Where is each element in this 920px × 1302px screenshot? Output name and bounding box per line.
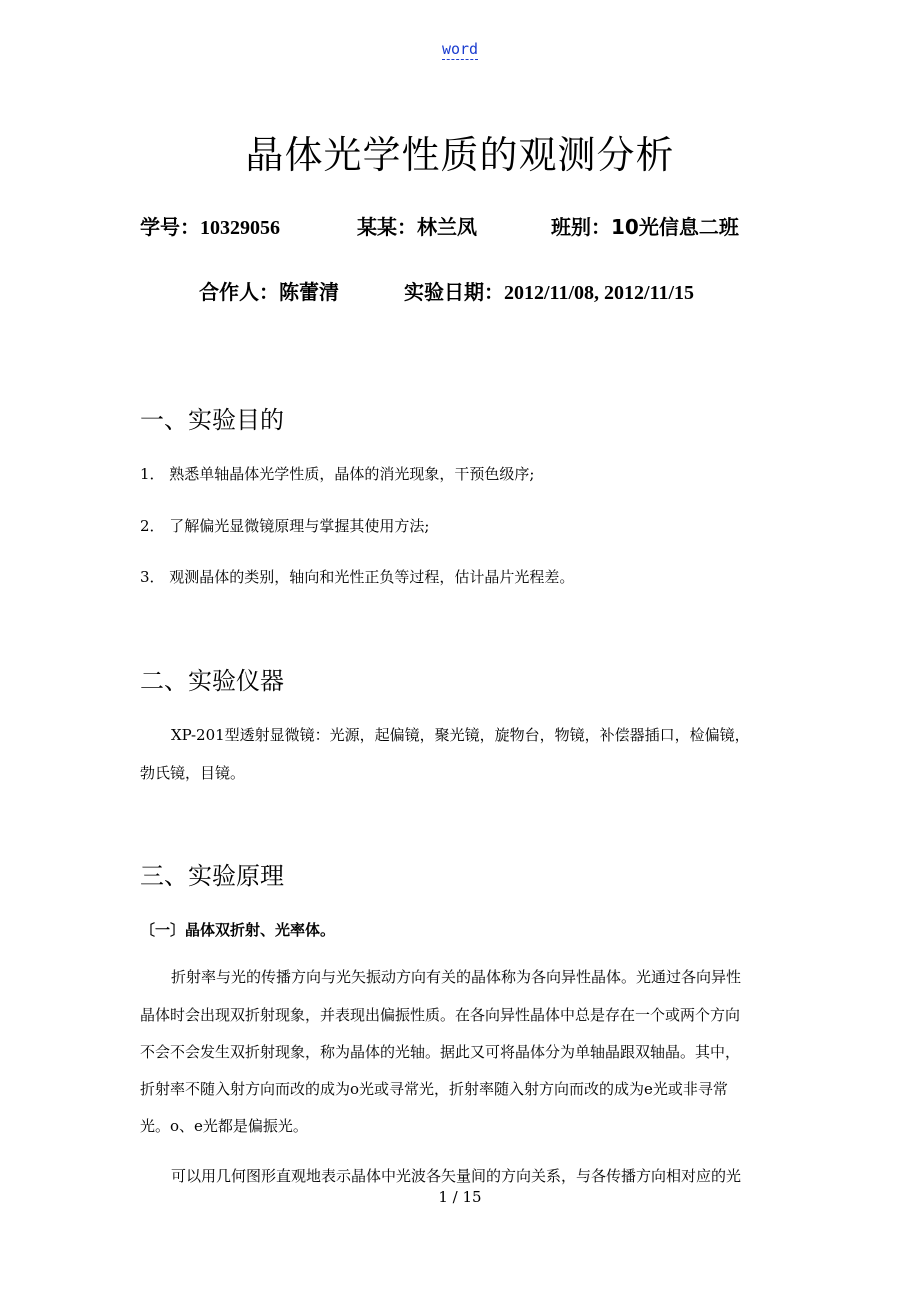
principle-subheading: 〔一〕晶体双折射、光率体。	[140, 921, 336, 939]
student-name	[357, 211, 477, 240]
purpose-item-2: 2． 了解偏光显微镜原理与掌握其使用方法;	[140, 517, 430, 535]
class-value: 10光信息二班	[611, 215, 739, 239]
class-label: 班别：	[551, 215, 611, 239]
principle-p2-line-1: 可以用几何图形直观地表示晶体中光波各矢量间的方向关系，与各传播方向相对应的光	[171, 1167, 742, 1185]
date-value: 2012/11/08, 2012/11/15	[504, 282, 695, 304]
page-number: 1 / 15	[438, 1188, 482, 1206]
student-name-value: 林兰凤	[417, 215, 477, 239]
purpose-item-1: 1． 熟悉单轴晶体光学性质，晶体的消光现象，干预色级序;	[140, 465, 535, 483]
student-id-label: 学号：	[140, 215, 200, 239]
section-principle-heading: 三、实验原理	[140, 862, 284, 890]
student-id	[140, 211, 280, 240]
document-title: 晶体光学性质的观测分析	[245, 133, 675, 177]
principle-p1-line-4: 折射率不随入射方向而改的成为o光或寻常光，折射率随入射方向而改的成为e光或非寻常	[140, 1080, 728, 1098]
student-class	[551, 211, 739, 240]
partner-label: 合作人：	[199, 280, 279, 304]
principle-p1-line-2: 晶体时会出现双折射现象，并表现出偏振性质。在各向异性晶体中总是存在一个或两个方向	[140, 1006, 741, 1024]
instruments-line-2: 勃氏镜，目镜。	[140, 764, 246, 782]
partner-value: 陈蕾清	[279, 280, 339, 304]
principle-p1-line-5: 光。o、e光都是偏振光。	[140, 1117, 308, 1135]
principle-p1-line-3: 不会不会发生双折射现象，称为晶体的光轴。据此又可将晶体分为单轴晶跟双轴晶。其中，	[140, 1043, 741, 1061]
partner	[199, 276, 339, 305]
header-word-link[interactable]	[0, 40, 920, 58]
header-link-text[interactable]: word	[441, 40, 479, 58]
instruments-line-1: XP-201型透射显微镜：光源，起偏镜，聚光镜，旋物台，物镜，补偿器插口，检偏镜，	[171, 726, 750, 744]
section-instruments-heading: 二、实验仪器	[140, 667, 284, 695]
section-purpose-heading: 一、实验目的	[140, 406, 284, 434]
student-name-label: 某某：	[357, 215, 417, 239]
date-label: 实验日期：	[404, 280, 504, 304]
purpose-item-3: 3． 观测晶体的类别，轴向和光性正负等过程，估计晶片光程差。	[140, 568, 575, 586]
experiment-date	[404, 276, 694, 305]
principle-p1-line-1: 折射率与光的传播方向与光矢振动方向有关的晶体称为各向异性晶体。光通过各向异性	[171, 968, 742, 986]
student-id-value: 10329056	[200, 217, 280, 239]
